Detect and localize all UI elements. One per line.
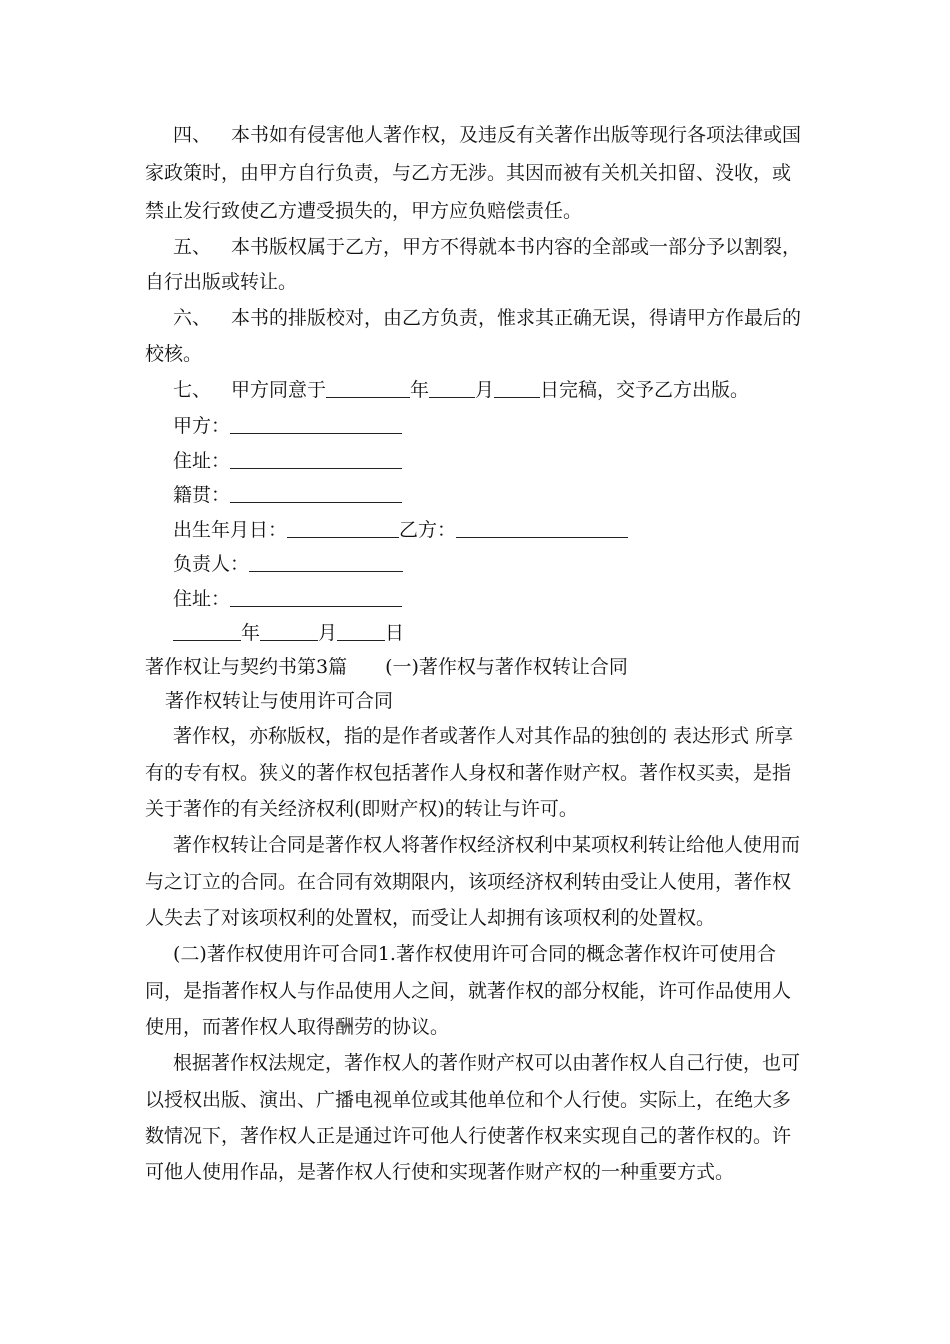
clause-6-line-2: 校核。 bbox=[145, 343, 203, 365]
person-in-charge-blank[interactable] bbox=[249, 553, 403, 572]
clause-7-text: 甲方同意于 bbox=[231, 379, 327, 401]
clause-4-text-1: 本书如有侵害他人著作权，及违反有关著作出版等现行各项法律或国 bbox=[231, 124, 802, 146]
address-label-1: 住址： bbox=[173, 450, 231, 472]
para-4-line-3: 数情况下，著作权人正是通过许可他人行使著作权来实现自己的著作权的。许 bbox=[145, 1125, 792, 1147]
para-4-line-2: 以授权出版、演出、广播电视单位或其他单位和个人行使。实际上，在绝大多 bbox=[145, 1089, 792, 1111]
article-title: 著作权让与契约书第3篇 bbox=[145, 656, 348, 678]
para-1-line-3: 关于著作的有关经济权利(即财产权)的转让与许可。 bbox=[145, 798, 578, 820]
para-2-line-2: 与之订立的合同。在合同有效期限内，该项经济权利转由受让人使用，著作权 bbox=[145, 871, 792, 893]
person-in-charge-label: 负责人： bbox=[173, 553, 250, 575]
clause-4-line-3: 禁止发行致使乙方遭受损失的，甲方应负赔偿责任。 bbox=[145, 200, 583, 222]
para-4-line-1: 根据著作权法规定，著作权人的著作财产权可以由著作权人自己行使，也可 bbox=[173, 1052, 801, 1074]
party-b-label: 乙方： bbox=[399, 519, 457, 541]
para-4-line-4: 可他人使用作品，是著作权人行使和实现著作财产权的一种重要方式。 bbox=[145, 1161, 735, 1183]
para-1-line-1: 著作权，亦称版权，指的是作者或著作人对其作品的独创的 表达形式 所享 bbox=[173, 725, 794, 747]
party-a-blank[interactable] bbox=[230, 415, 402, 434]
date-month-label: 月 bbox=[318, 622, 338, 644]
para-2-line-1: 著作权转让合同是著作权人将著作权经济权利中某项权利转让给他人使用而 bbox=[173, 834, 801, 856]
date-day-label: 日 bbox=[385, 622, 405, 644]
clause-5-number: 五、 bbox=[173, 236, 212, 258]
clause-4-number: 四、 bbox=[173, 124, 212, 146]
para-3-line-3: 使用，而著作权人取得酬劳的协议。 bbox=[145, 1016, 450, 1038]
date-day-blank[interactable] bbox=[337, 622, 385, 641]
party-a-label: 甲方： bbox=[173, 415, 231, 437]
clause-7-line bbox=[173, 378, 843, 402]
clause-6-line-1 bbox=[173, 306, 843, 330]
address-blank-2[interactable] bbox=[230, 588, 402, 607]
clause-5-text-1: 本书版权属于乙方，甲方不得就本书内容的全部或一部分予以割裂， bbox=[231, 236, 802, 258]
para-3-line-2: 同，是指著作权人与作品使用人之间，就著作权的部分权能，许可作品使用人 bbox=[145, 980, 792, 1002]
section-heading bbox=[145, 655, 815, 679]
birth-date-blank[interactable] bbox=[287, 519, 399, 538]
clause-4-line-2: 家政策时，由甲方自行负责，与乙方无涉。其因而被有关机关扣留、没收，或 bbox=[145, 162, 792, 184]
clause-7-number: 七、 bbox=[173, 379, 212, 401]
clause-6-text-1: 本书的排版校对，由乙方负责，惟求其正确无误，得请甲方作最后的 bbox=[231, 307, 802, 329]
birth-date-field bbox=[173, 518, 843, 542]
clause-5-line-2: 自行出版或转让。 bbox=[145, 271, 298, 293]
party-b-blank[interactable] bbox=[456, 519, 628, 538]
native-place-field bbox=[173, 483, 843, 507]
date-year-blank[interactable] bbox=[173, 622, 241, 641]
birth-date-label: 出生年月日： bbox=[173, 519, 288, 541]
address-blank-1[interactable] bbox=[230, 450, 402, 469]
day-blank[interactable] bbox=[494, 379, 540, 398]
address-field-1 bbox=[173, 449, 843, 473]
address-field-2 bbox=[173, 587, 843, 611]
year-blank[interactable] bbox=[326, 379, 410, 398]
clause-5-line-1 bbox=[173, 235, 843, 259]
clause-4-line-1 bbox=[173, 123, 843, 147]
native-place-label: 籍贯： bbox=[173, 484, 231, 506]
clause-7-text-end: 日完稿，交予乙方出版。 bbox=[540, 379, 750, 401]
clause-6-number: 六、 bbox=[173, 307, 212, 329]
person-in-charge-field bbox=[173, 552, 843, 576]
year-label: 年 bbox=[410, 379, 430, 401]
para-1-line-2: 有的专有权。狭义的著作权包括著作人身权和著作财产权。著作权买卖，是指 bbox=[145, 762, 792, 784]
month-label: 月 bbox=[475, 379, 495, 401]
date-line bbox=[173, 621, 843, 645]
date-month-blank[interactable] bbox=[260, 622, 318, 641]
para-3-line-1: (二)著作权使用许可合同1.著作权使用许可合同的概念著作权许可使用合 bbox=[173, 943, 776, 965]
article-subheading: 著作权转让与使用许可合同 bbox=[165, 690, 394, 712]
article-subtitle: (一)著作权与著作权转让合同 bbox=[385, 656, 628, 678]
para-2-line-3: 人失去了对该项权利的处置权，而受让人却拥有该项权利的处置权。 bbox=[145, 907, 716, 929]
party-a-field bbox=[173, 414, 843, 438]
month-blank[interactable] bbox=[429, 379, 475, 398]
date-year-label: 年 bbox=[241, 622, 261, 644]
address-label-2: 住址： bbox=[173, 588, 231, 610]
native-place-blank[interactable] bbox=[230, 484, 402, 503]
